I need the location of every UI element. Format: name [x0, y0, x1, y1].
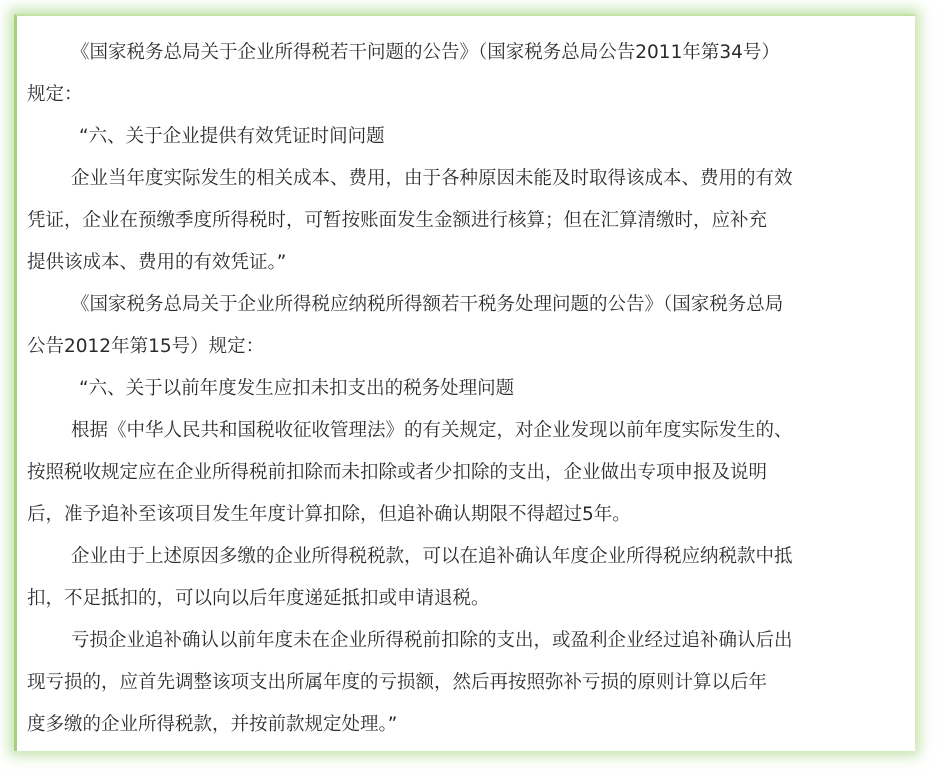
paragraph-tax-law-line-1: 根据《中华人民共和国税收征收管理法》的有关规定，对企业发现以前年度实际发生的、 [71, 420, 793, 441]
paragraph-overpaid-tax-line-2: 扣，不足抵扣的，可以向以后年度递延抵扣或申请退税。 [27, 588, 490, 609]
paragraph-loss-enterprise-line-3: 度多缴的企业所得税款，并按前款规定处理。” [27, 714, 398, 735]
paragraph-announcement-2011-line-1: 《国家税务总局关于企业所得税若干问题的公告》（国家税务总局公告2011年第34号） [71, 42, 780, 63]
paragraph-voucher-line-1: 企业当年度实际发生的相关成本、费用，由于各种原因未能及时取得该成本、费用的有效 [71, 168, 793, 189]
paragraph-announcement-2012-line-1: 《国家税务总局关于企业所得税应纳税所得额若干税务处理问题的公告》（国家税务总局 [71, 294, 784, 315]
document-frame [14, 14, 915, 751]
paragraph-loss-enterprise-line-2: 现亏损的，应首先调整该项支出所属年度的亏损额，然后再按照弥补亏损的原则计算以后年 [27, 672, 768, 693]
paragraph-voucher-line-3: 提供该成本、费用的有效凭证。” [27, 252, 287, 273]
section-heading-6-valid-voucher: “六、关于企业提供有效凭证时间问题 [79, 126, 385, 147]
paragraph-announcement-2012-line-2: 公告2012年第15号）规定： [27, 336, 265, 357]
paragraph-overpaid-tax-line-1: 企业由于上述原因多缴的企业所得税税款，可以在追补确认年度企业所得税应纳税款中抵 [71, 546, 793, 567]
paragraph-loss-enterprise-line-1: 亏损企业追补确认以前年度未在企业所得税前扣除的支出，或盈利企业经过追补确认后出 [71, 630, 793, 651]
paragraph-voucher-line-2: 凭证，企业在预缴季度所得税时，可暂按账面发生金额进行核算；但在汇算清缴时，应补充 [27, 210, 768, 231]
paragraph-announcement-2011-line-2: 规定： [27, 84, 83, 105]
paragraph-tax-law-line-2: 按照税收规定应在企业所得税前扣除而未扣除或者少扣除的支出，企业做出专项申报及说明 [27, 462, 768, 483]
paragraph-tax-law-line-3: 后，准予追补至该项目发生年度计算扣除，但追补确认期限不得超过5年。 [27, 504, 631, 525]
section-heading-6-prior-year-deduction: “六、关于以前年度发生应扣未扣支出的税务处理问题 [79, 378, 515, 399]
